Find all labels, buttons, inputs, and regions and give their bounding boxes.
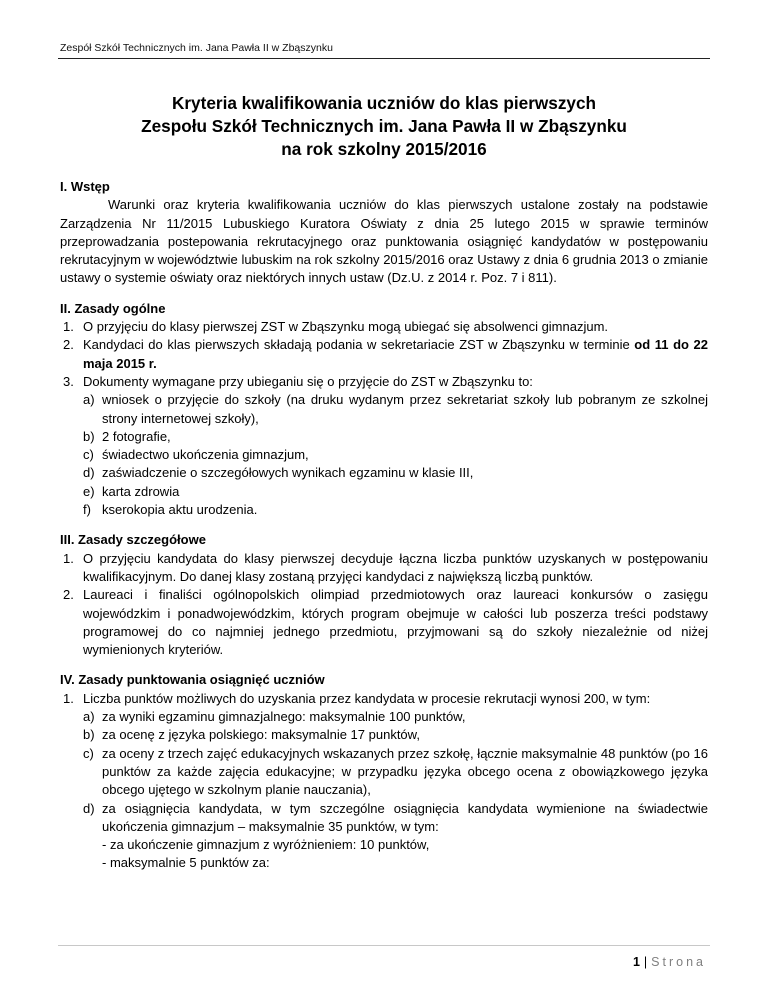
title-line-1: Kryteria kwalifikowania uczniów do klas pierwszych (171, 93, 597, 113)
sub-list-letter: c) (83, 745, 94, 761)
list-item (60, 318, 708, 336)
list-item-text: O przyjęciu do klasy pierwszej ZST w Zbąszynku mogą ubiegać się absolwenci gimnazjum. (83, 319, 609, 335)
sub-list-letter: c) (83, 447, 94, 463)
sub-list-text: za ocenę z języka polskiego: maksymalnie 17 punktów, (102, 727, 420, 743)
list-item-text: Kandydaci do klas pierwszych składają podania w sekretariacie ZST w Zbąszynku w terminie (83, 337, 635, 353)
list-number: 3. (63, 373, 74, 389)
list-item (60, 690, 708, 873)
section-detailed-rules (60, 531, 708, 659)
sub-list-item (83, 464, 708, 482)
sub-list-item (83, 391, 708, 428)
list-item (60, 586, 708, 659)
list-item-text: Dokumenty wymagane przy ubieganiu się o przyjęcie do ZST w Zbąszynku to: (83, 373, 533, 389)
dash-item: - maksymalnie 5 punktów za: (102, 855, 270, 871)
section-heading: IV. Zasady punktowania osiągnięć uczniów (60, 672, 325, 688)
sub-list-text: świadectwo ukończenia gimnazjum, (102, 447, 309, 463)
sub-list-text: wniosek o przyjęcie do szkoły (na druku wydanym przez sekretariat szkoły lub pobranym ze szkolnej strony internetowej szkoły), (102, 392, 708, 426)
sub-list-letter: b) (83, 428, 95, 444)
sub-list-text: za osiągnięcia kandydata, w tym szczególne osiągnięcia kandydata wymienione na świadectwie ukończenia gimnazjum – maksymalnie 35 punktów, w tym: (102, 800, 708, 834)
section-intro (60, 178, 708, 288)
sub-list-item (83, 726, 708, 744)
page-footer (633, 955, 706, 969)
document-title (60, 92, 708, 161)
sub-list-letter: b) (83, 727, 95, 743)
sub-list-item (83, 800, 708, 873)
section-heading: III. Zasady szczegółowe (60, 532, 206, 548)
sub-list-text: za oceny z trzech zajęć edukacyjnych wskazanych przez szkołę, łącznie maksymalnie 48 punktów (po 16 punktów za każde zajęcia edukacyjne; w przypadku języka obcego ocena z obowiązkowego języka obcego ujętego w szkolnym planie nauczania), (102, 745, 708, 798)
deadline-date: od 11 do 22 maja 2015 r. (83, 337, 708, 371)
sub-list-letter: a) (83, 709, 95, 725)
sub-list-letter: d) (83, 465, 95, 481)
numbered-list (60, 690, 708, 873)
sub-list-letter: d) (83, 800, 95, 816)
list-number: 1. (63, 550, 74, 566)
footer-divider (58, 945, 710, 946)
sub-list-text: karta zdrowia (102, 483, 180, 499)
list-number: 2. (63, 337, 74, 353)
section-paragraph: Warunki oraz kryteria kwalifikowania uczniów do klas pierwszych ustalone zostały na podstawie Zarządzenia Nr 11/2015 Lubuskiego Kuratora Oświaty z dnia 25 lutego 2015 w sprawie terminów przeprowadzania postepowania rekrutacyjnego oraz punktowania osiągnięć kandydatów w postępowaniu rekrutacyjnym w województwie lubuskim na rok szkolny 2015/2016 oraz Ustawy z dnia 6 grudnia 2013 o zmianie ustawy o systemie oświaty oraz niektórych innych ustaw (Dz.U. z 2014 r. Poz. 7 i 811). (60, 197, 708, 286)
sub-list-letter: f) (83, 502, 91, 518)
title-line-2: Zespołu Szkół Technicznych im. Jana Pawła II w Zbąszynku (141, 116, 627, 136)
document-body (60, 178, 708, 885)
list-item (60, 336, 708, 373)
dash-item: - za ukończenie gimnazjum z wyróżnieniem: 10 punktów, (102, 837, 430, 853)
list-item-text: Liczba punktów możliwych do uzyskania przez kandydata w procesie rekrutacji wynosi 200, w tym: (83, 690, 651, 706)
sub-list-item (83, 745, 708, 800)
list-item (60, 373, 708, 519)
sub-list-item (83, 483, 708, 501)
numbered-list (60, 550, 708, 660)
section-heading: I. Wstęp (60, 179, 110, 194)
section-heading: II. Zasady ogólne (60, 300, 166, 316)
list-item (60, 550, 708, 587)
sub-list-text: za wyniki egzaminu gimnazjalnego: maksymalnie 100 punktów, (102, 709, 466, 725)
title-line-3: na rok szkolny 2015/2016 (281, 139, 487, 159)
list-number: 2. (63, 587, 74, 603)
sub-list-text: 2 fotografie, (102, 428, 171, 444)
list-item-text: O przyjęciu kandydata do klasy pierwszej decyduje łączna liczba punktów uzyskanych w postępowaniu kwalifikacyjnym. Do danej klasy zostaną przyjęci kandydaci z największą liczbą punktów. (83, 550, 708, 584)
sub-list-item (83, 501, 708, 519)
lettered-list (83, 708, 708, 873)
lettered-list (83, 391, 708, 519)
sub-list-item (83, 708, 708, 726)
page-header: Zespół Szkół Technicznych im. Jana Pawła II w Zbąszynku (60, 42, 333, 54)
list-item-text: Laureaci i finaliści ogólnopolskich olimpiad przedmiotowych oraz laureaci konkursów o zasięgu wojewódzkim i ponadwojewódzkim, których program obejmuje w całości lub poszerza treści podstawy programowej do co najmniej jednego przedmiotu, przyjmowani są do szkoły niezależnie od niżej wymienionych kryteriów. (83, 587, 708, 658)
page-number: 1 (632, 955, 640, 969)
footer-separator: | (643, 955, 648, 969)
sub-list-letter: e) (83, 483, 95, 499)
numbered-list (60, 318, 708, 519)
sub-list-text: kserokopia aktu urodzenia. (102, 502, 258, 518)
sub-list-text: zaświadczenie o szczegółowych wynikach egzaminu w klasie III, (102, 465, 474, 481)
page-label: Strona (651, 955, 706, 969)
section-general-rules (60, 300, 708, 520)
header-divider (58, 58, 710, 59)
sub-list-item (83, 428, 708, 446)
list-number: 1. (63, 690, 74, 706)
sub-list-letter: a) (83, 392, 95, 408)
section-scoring-rules (60, 671, 708, 872)
list-number: 1. (63, 319, 74, 335)
sub-list-item (83, 446, 708, 464)
